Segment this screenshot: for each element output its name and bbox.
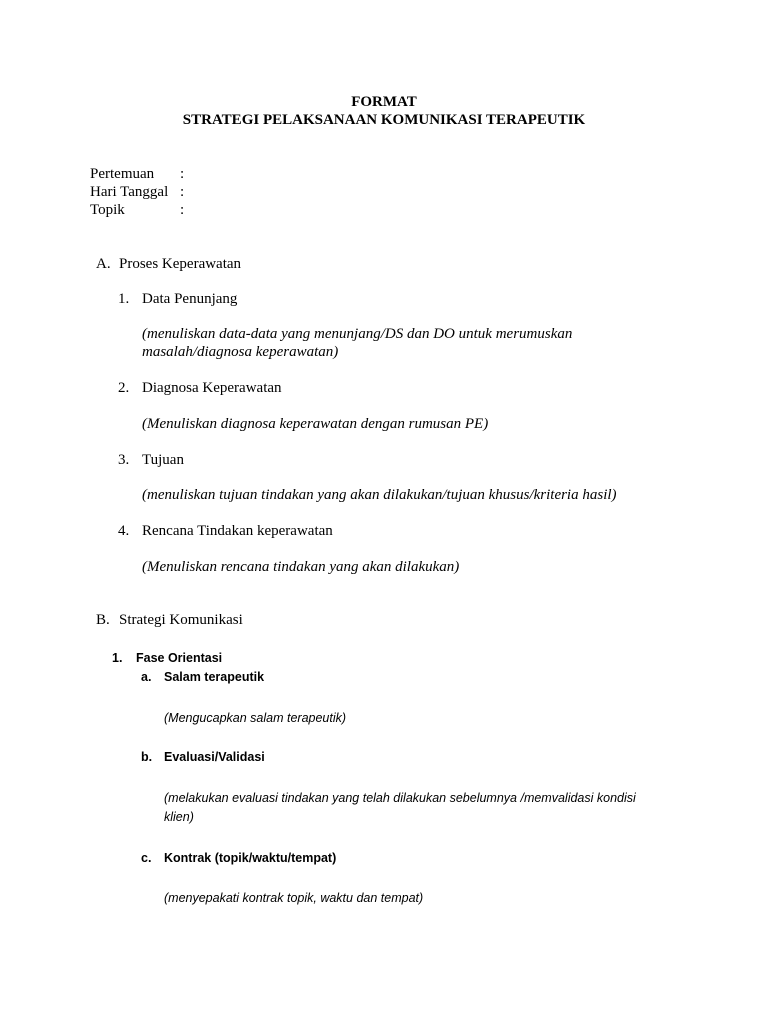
document-subtitle: STRATEGI PELAKSANAAN KOMUNIKASI TERAPEUTIK bbox=[182, 112, 586, 128]
item-description: (Menuliskan rencana tindakan yang akan dilakukan) bbox=[142, 559, 460, 575]
subitem-letter: b. bbox=[141, 750, 153, 764]
subitem-description: (melakukan evaluasi tindakan yang telah dilakukan sebelumnya /memvalidasi kondisi bbox=[164, 791, 636, 805]
section-b-title: Strategi Komunikasi bbox=[119, 612, 243, 628]
subitem-letter: a. bbox=[141, 670, 152, 684]
item-description: (Menuliskan diagnosa keperawatan dengan rumusan PE) bbox=[142, 416, 489, 432]
subitem-title-kontrak: Kontrak (topik/waktu/tempat) bbox=[164, 851, 337, 865]
item-title-tujuan: Tujuan bbox=[142, 452, 184, 468]
item-number: 4. bbox=[118, 523, 130, 539]
field-colon: : bbox=[180, 166, 185, 182]
subitem-title-salam: Salam terapeutik bbox=[164, 670, 265, 684]
item-description: (menuliskan tujuan tindakan yang akan dilakukan/tujuan khusus/kriteria hasil) bbox=[142, 487, 617, 503]
field-colon: : bbox=[180, 184, 185, 200]
item-description: masalah/diagnosa keperawatan) bbox=[142, 344, 339, 360]
field-colon: : bbox=[180, 202, 185, 218]
section-b-marker: B. bbox=[96, 612, 110, 628]
field-label-hari-tanggal: Hari Tanggal bbox=[90, 184, 169, 200]
subitem-description: (menyepakati kontrak topik, waktu dan tempat) bbox=[164, 891, 424, 905]
item-number: 2. bbox=[118, 380, 130, 396]
subitem-description: (Mengucapkan salam terapeutik) bbox=[164, 711, 347, 725]
phase-number: 1. bbox=[112, 651, 123, 665]
field-label-pertemuan: Pertemuan bbox=[90, 166, 155, 182]
item-title-diagnosa: Diagnosa Keperawatan bbox=[142, 380, 282, 396]
subitem-description: klien) bbox=[164, 810, 194, 824]
section-a-marker: A. bbox=[96, 256, 111, 272]
item-title-rencana: Rencana Tindakan keperawatan bbox=[142, 523, 333, 539]
section-a-title: Proses Keperawatan bbox=[119, 256, 242, 272]
document-title: FORMAT bbox=[351, 94, 417, 110]
item-number: 3. bbox=[118, 452, 130, 468]
item-title-data-penunjang: Data Penunjang bbox=[142, 291, 238, 307]
field-label-topik: Topik bbox=[90, 202, 125, 218]
subitem-letter: c. bbox=[141, 851, 152, 865]
subitem-title-evaluasi: Evaluasi/Validasi bbox=[164, 750, 265, 764]
phase-title: Fase Orientasi bbox=[136, 651, 223, 665]
item-description: (menuliskan data-data yang menunjang/DS dan DO untuk merumuskan bbox=[142, 326, 573, 342]
item-number: 1. bbox=[118, 291, 130, 307]
